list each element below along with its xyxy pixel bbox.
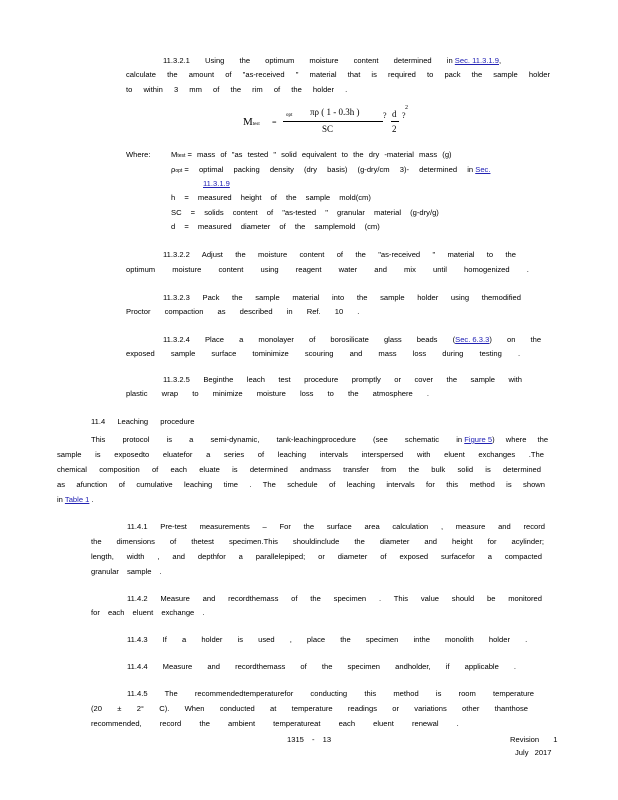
para-11-3-2-1-line3: to within 3 mm of the rim of the holder . (126, 85, 348, 94)
para-11-4-5-line3: recommended, record the ambient temperatureat each eluent renewal . (91, 719, 459, 728)
para-11-3-2-3-line2: Proctor compaction as described in Ref. 10 . (126, 307, 360, 316)
para-text: ) where the (492, 435, 549, 444)
m-symbol: M (171, 150, 178, 159)
para-11-4-2-line1: 11.4.2 Measure and recordthemass of the specimen . This value should be monitored (127, 594, 542, 603)
para-text: 11.3.2.1 Using the optimum moisture content determined in (163, 56, 453, 65)
para-11-4-1-line4: granular sample . (91, 567, 162, 576)
eq-lhs-sub: test (252, 122, 260, 127)
link-figure-5[interactable]: Figure 5 (464, 435, 493, 444)
eq-equals: = (272, 118, 277, 127)
para-11-4-3: 11.4.3 If a holder is used , place the specimen inthe monolith holder . (127, 635, 528, 644)
m-definition: = mass of "as tested " solid equivalent to the dry -material mass (g) (187, 150, 452, 159)
eq-frac-2: 2 (392, 124, 397, 134)
para-text: ) on the (489, 335, 542, 344)
para-11-4-5-line2: (20 ± 2° C). When conducted at temperature readings or variations other thanthose (91, 704, 528, 713)
para-11-3-2-5-line1: 11.3.2.5 Beginthe leach test procedure promptly or cover the sample with (163, 375, 522, 384)
link-sec-6-3-3[interactable]: Sec. 6.3.3 (455, 335, 490, 344)
para-11-3-2-2-line1: 11.3.2.2 Adjust the moisture content of the "as-received " material to the (163, 250, 516, 259)
where-rho-ref-line2 (203, 180, 230, 188)
para-11-4-4: 11.4.4 Measure and recordthemass of the specimen andholder, if applicable . (127, 662, 517, 671)
eq-power: 2 (405, 105, 408, 111)
rho-definition: = optimal packing density (dry basis) (g-dry/cm 3)- determined in (184, 165, 474, 174)
para-11-3-2-1-line2: calculate the amount of "as-received " material that is required to pack the sample holder (126, 70, 550, 79)
where-rho-def (171, 166, 524, 174)
eq-lhs: Mtest (243, 116, 260, 128)
eq-numerator: πρ ( 1 - 0.3h ) (310, 107, 360, 117)
para-text: This protocol is a semi-dynamic, tank-leachingprocedure (see schematic in (91, 435, 463, 444)
para-11-4-line4: as afunction of cumulative leaching time . The schedule of leaching intervals for this method is shown (57, 480, 545, 489)
para-11-3-2-4-line2: exposed sample surface tominimize scouring and mass loss during testing . (126, 349, 521, 358)
para-text: 11.3.2.4 Place a monolayer of borosilicate glass beads ( (163, 335, 456, 344)
para-text: . (91, 495, 94, 504)
eq-paren-left: ? (383, 111, 387, 120)
link-sec-11-3-1-9-b[interactable]: 11.3.1.9 (203, 179, 230, 188)
para-11-4-5-line1: 11.4.5 The recommendedtemperaturefor conducting this method is room temperature (127, 689, 534, 698)
para-11-4-1-line2: the dimensions of thetest specimen.This shouldinclude the diameter and height for acylinder; (91, 537, 544, 546)
footer-revision: Revision 1 (510, 735, 558, 744)
where-d-def: d = measured diameter of the samplemold (cm) (171, 222, 380, 231)
para-11-4-line5 (57, 496, 94, 504)
eq-denominator: SC (322, 124, 334, 134)
section-11-4-heading: 11.4 Leaching procedure (91, 417, 195, 426)
rho-sub: opt (175, 168, 183, 174)
eq-paren-right: ? (402, 111, 406, 120)
para-11-3-2-2-line2: optimum moisture content using reagent water and mix until homogenized . (126, 265, 529, 274)
eq-frac-d: d (392, 109, 397, 119)
link-table-1[interactable]: Table 1 (64, 495, 90, 504)
para-11-3-2-3-line1: 11.3.2.3 Pack the sample material into the sample holder using themodified (163, 293, 521, 302)
where-m-def (171, 151, 452, 159)
para-11-3-2-4-line1 (163, 335, 542, 344)
para-11-3-2-5-line2: plastic wrap to minimize moisture loss to the atmosphere . (126, 389, 429, 398)
rho-symbol: ρ (171, 165, 176, 174)
para-11-4-line2: sample is exposedto eluatefor a series of leaching intervals interspersed with eluent exchanges .The (57, 450, 544, 459)
footer-page-number: 1315 - 13 (287, 735, 332, 744)
footer-date: July 2017 (515, 748, 552, 757)
link-sec[interactable]: Sec. (475, 165, 491, 174)
para-text: , (498, 56, 502, 65)
m-sub: test (177, 153, 186, 159)
eq-num-sub: opt (286, 113, 293, 118)
link-sec-11-3-1-9[interactable]: Sec. 11.3.1.9 (454, 56, 499, 65)
para-11-4-1-line3: length, width , and depthfor a parallelepiped; or diameter of exposed surfacefor a compacted (91, 552, 542, 561)
eq-fraction-bar (283, 121, 383, 122)
where-sc-def: SC = solids content of "as-tested " granular material (g-dry/g) (171, 208, 439, 217)
para-11-4-1-line1: 11.4.1 Pre-test measurements – For the surface area calculation , measure and record (127, 522, 545, 531)
para-text: in (57, 495, 63, 504)
para-11-3-2-1-line1 (163, 57, 528, 65)
where-h-def: h = measured height of the sample mold(cm) (171, 193, 371, 202)
para-11-4-2-line2: for each eluent exchange . (91, 608, 205, 617)
para-11-4-line3: chemical composition of each eluate is determined andmass transfer from the bulk solid is determined (57, 465, 541, 474)
eq-small-fraction-bar (391, 121, 399, 122)
where-label: Where: (126, 150, 151, 159)
para-11-4-line1 (91, 436, 554, 444)
